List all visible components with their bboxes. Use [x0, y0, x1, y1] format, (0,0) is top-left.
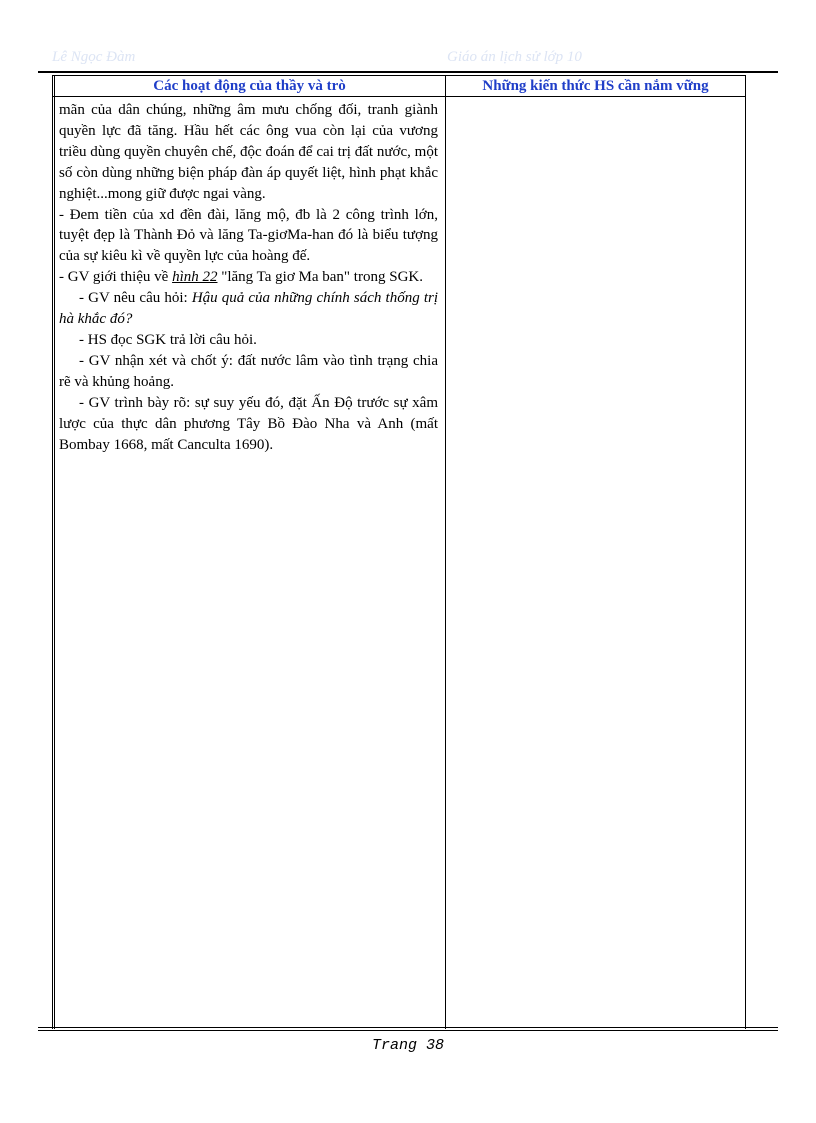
table-border-left-outer — [52, 75, 53, 1029]
page-header-author: Lê Ngọc Đàm — [52, 49, 136, 65]
page-number: Trang 38 — [371, 1037, 444, 1054]
paragraph-student-answer: - HS đọc SGK trả lời câu hỏi. — [79, 331, 257, 348]
paragraph-construction: - Đem tiền của xd đền đài, lăng mộ, đb là 2 công trình lớn, tuyệt đẹp là Thành Đỏ và lăng Ta-giơMa-han đó là biểu tượng của sự kiêu kì về quyền lực của hoàng đế. — [59, 206, 438, 265]
figure-reference: hình 22 — [172, 269, 218, 286]
table-top-border — [52, 75, 746, 76]
question-prefix: - GV nêu câu hỏi: — [79, 290, 192, 307]
column-header-activities: Các hoạt động của thầy và trò — [153, 78, 346, 94]
activities-content — [59, 100, 438, 455]
header-rule — [38, 71, 778, 73]
paragraph-figure-intro — [59, 267, 438, 288]
table-bottom-border — [38, 1027, 778, 1028]
column-header-knowledge: Những kiến thức HS cần nắm vững — [482, 78, 709, 94]
table-bottom-border-double — [38, 1030, 778, 1031]
figure-intro-text: - GV giới thiệu về — [59, 269, 173, 286]
table-border-right — [745, 75, 746, 1029]
table-column-divider — [445, 75, 446, 1029]
paragraph-intro: mãn của dân chúng, những âm mưu chống đối, tranh giành quyền lực đã tăng. Hầu hết các ông vua còn lại của vương triều dùng quyền chuyên chế, độc đoán để cai trị đất nước, một số còn dùng những biện pháp đàn áp quyết liệt, hình phạt khắc nghiệt...mong giữ được ngai vàng. — [59, 102, 438, 202]
paragraph-question — [59, 288, 438, 330]
table-header-separator — [52, 96, 746, 97]
page-header-title: Giáo án lịch sử lớp 10 — [447, 49, 582, 65]
table-border-left-inner — [54, 75, 55, 1029]
question-text: Hậu quả của những chính sách thống trị hà khắc đó? — [59, 290, 438, 328]
paragraph-colonial-invasion: - GV trình bày rõ: sự suy yếu đó, đặt Ấn Độ trước sự xâm lược của thực dân phương Tây Bồ Đào Nha và Anh (mất Bombay 1668, mất Canculta 1690). — [59, 394, 438, 453]
paragraph-teacher-conclusion: - GV nhận xét và chốt ý: đất nước lâm vào tình trạng chia rẽ và khủng hoảng. — [59, 352, 438, 390]
figure-caption-text: "lăng Ta giơ Ma ban" trong SGK. — [217, 269, 423, 286]
